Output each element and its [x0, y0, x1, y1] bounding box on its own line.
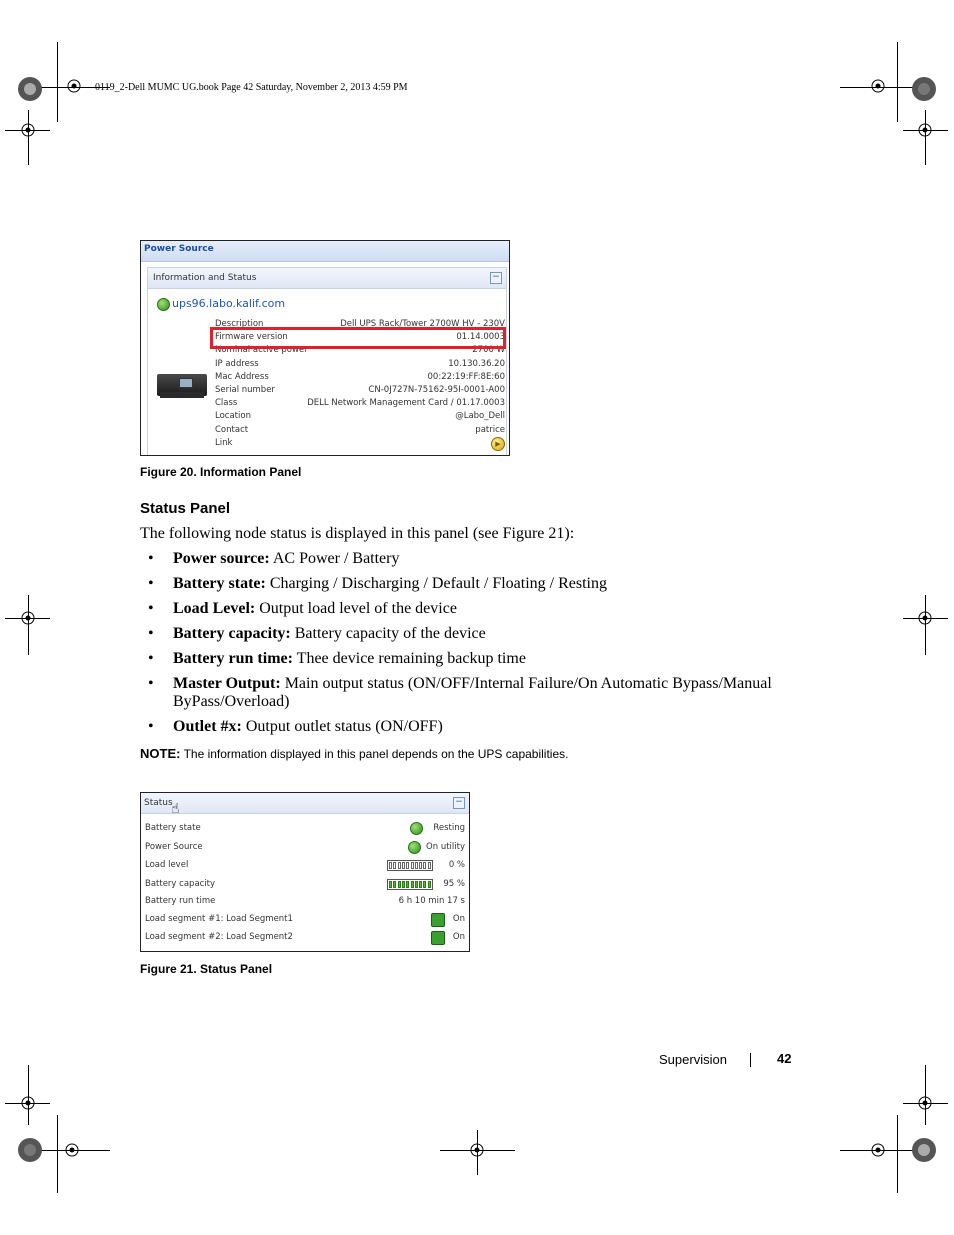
- status-label: Battery state: [145, 823, 201, 833]
- level-segment: [423, 862, 426, 869]
- status-value: 95 %: [443, 879, 465, 889]
- info-row: [215, 425, 505, 438]
- bullet-text: [173, 675, 773, 711]
- link-arrow-icon[interactable]: ▶: [491, 437, 505, 451]
- status-value: 0 %: [448, 860, 465, 870]
- level-segment: [419, 881, 422, 888]
- status-label: Battery capacity: [145, 879, 216, 889]
- info-value: Dell UPS Rack/Tower 2700W HV - 230V: [340, 319, 505, 329]
- bullet-dot: •: [148, 650, 154, 667]
- bullet-description: Output load level of the device: [255, 600, 457, 617]
- bullet-term: Battery capacity:: [173, 625, 291, 642]
- bullet-description: Charging / Discharging / Default / Floating / Resting: [265, 575, 607, 592]
- bullet-dot: •: [148, 550, 154, 567]
- bullet-description: Battery capacity of the device: [290, 625, 486, 642]
- ok-status-icon: [157, 298, 170, 311]
- ok-icon: [410, 822, 423, 835]
- level-segment: [423, 881, 426, 888]
- status-label: Power Source: [145, 842, 203, 852]
- info-label: Nominal active power: [215, 345, 308, 356]
- status-row: [145, 840, 465, 856]
- firmware-highlight-box: [210, 327, 506, 349]
- bullet-dot: •: [148, 625, 154, 642]
- info-label: Mac Address: [215, 371, 269, 382]
- hostname[interactable]: ups96.labo.kalif.com: [172, 297, 286, 310]
- level-bar: [387, 860, 433, 871]
- info-label: IP address: [215, 358, 259, 369]
- ups-device-image: [157, 374, 207, 396]
- hand-cursor-icon: ☝: [171, 801, 180, 817]
- status-row: [145, 894, 465, 910]
- bullet-text: [173, 625, 773, 643]
- bullet-dot: •: [148, 675, 154, 692]
- bullet-text: [173, 550, 773, 568]
- status-label: Battery run time: [145, 896, 216, 906]
- status-label: Load segment #1: Load Segment1: [145, 914, 293, 924]
- level-segment: [428, 862, 431, 869]
- ok-icon: [408, 841, 421, 854]
- info-label: Contact: [215, 424, 249, 435]
- status-header: [141, 793, 469, 814]
- note-text: The information displayed in this panel depends on the UPS capabilities.: [180, 747, 569, 761]
- bullet-text: [173, 650, 773, 668]
- status-row: [145, 912, 465, 928]
- bullet-text: [173, 600, 773, 618]
- information-status-header: [148, 268, 506, 289]
- information-panel-screenshot: [140, 240, 510, 456]
- bullet-dot: •: [148, 600, 154, 617]
- info-value: 01.14.0003: [456, 332, 505, 343]
- status-title: Status: [144, 798, 173, 808]
- level-segment: [398, 862, 401, 869]
- info-value: 00:22:19:FF:8E:60: [427, 371, 505, 382]
- section-intro: The following node status is displayed in this panel (see Figure 21):: [140, 525, 575, 542]
- info-label: Serial number: [215, 385, 275, 395]
- bullet-term: Battery run time:: [173, 650, 293, 667]
- status-label: Load level: [145, 860, 189, 870]
- bullet-description: AC Power / Battery: [269, 550, 400, 567]
- status-row: [145, 930, 465, 946]
- info-row: [215, 359, 505, 372]
- info-row: [215, 438, 505, 451]
- level-segment: [419, 862, 422, 869]
- info-label: Class: [215, 398, 238, 409]
- bullet-term: Outlet #x:: [173, 718, 242, 735]
- level-segment: [411, 862, 414, 869]
- level-segment: [415, 881, 418, 888]
- info-row: [215, 372, 505, 385]
- info-value: 10.130.36.20: [448, 358, 505, 369]
- section-heading: Status Panel: [140, 500, 231, 517]
- note-label: NOTE:: [140, 746, 181, 761]
- level-segment: [398, 881, 401, 888]
- power-source-title: Power Source: [141, 241, 509, 262]
- status-panel-screenshot: [140, 792, 470, 952]
- footer-divider: [750, 1053, 751, 1067]
- info-row: [215, 385, 505, 398]
- outlet-icon: [431, 913, 445, 927]
- figure20-caption: Figure 20. Information Panel: [140, 465, 302, 479]
- info-row: [215, 411, 505, 424]
- info-value: CN-0J727N-75162-95I-0001-A00: [368, 385, 505, 395]
- info-row: [215, 398, 505, 411]
- status-row: [145, 821, 465, 837]
- collapse-button[interactable]: −: [490, 272, 502, 284]
- bullet-text: [173, 575, 773, 593]
- bullet-description: Output outlet status (ON/OFF): [241, 718, 443, 735]
- bullet-dot: •: [148, 575, 154, 592]
- info-label: Link: [215, 437, 233, 448]
- info-value: 2700 W: [472, 345, 505, 356]
- bullet-dot: •: [148, 718, 154, 735]
- bullet-term: Load Level:: [173, 600, 256, 617]
- info-value: DELL Network Management Card / 01.17.0003: [307, 398, 505, 409]
- status-value: Resting: [433, 823, 465, 833]
- outlet-icon: [431, 931, 445, 945]
- status-row: [145, 877, 465, 893]
- info-value: @Labo_Dell: [455, 411, 505, 422]
- level-segment: [402, 881, 405, 888]
- bullet-term: Master Output:: [173, 675, 281, 692]
- bullet-term: Battery state:: [173, 575, 266, 592]
- note: [140, 746, 568, 761]
- information-status-title: Information and Status: [153, 273, 257, 283]
- page-number: 42: [777, 1051, 792, 1066]
- info-value: patrice: [475, 424, 505, 435]
- status-value: On: [452, 932, 465, 942]
- level-segment: [415, 862, 418, 869]
- figure21-caption: Figure 21. Status Panel: [140, 962, 273, 976]
- info-label: Location: [215, 411, 251, 422]
- collapse-button[interactable]: −: [453, 797, 465, 809]
- footer-section: Supervision: [659, 1052, 727, 1067]
- level-segment: [393, 881, 396, 888]
- level-segment: [389, 881, 392, 888]
- level-segment: [411, 881, 414, 888]
- level-segment: [406, 881, 409, 888]
- status-row: [145, 858, 465, 874]
- status-value: On utility: [426, 842, 465, 852]
- bullet-text: [173, 718, 773, 736]
- level-segment: [406, 862, 409, 869]
- level-segment: [402, 862, 405, 869]
- info-label: Description: [215, 319, 264, 329]
- bullet-description: Thee device remaining backup time: [292, 650, 526, 667]
- level-segment: [393, 862, 396, 869]
- status-value: 6 h 10 min 17 s: [398, 896, 465, 906]
- level-segment: [428, 881, 431, 888]
- status-label: Load segment #2: Load Segment2: [145, 932, 293, 942]
- level-segment: [389, 862, 392, 869]
- level-bar: [387, 879, 433, 890]
- bullet-description: Main output status (ON/OFF/Internal Failure/On Automatic Bypass/Manual ByPass/Overload): [173, 675, 772, 710]
- bullet-term: Power source:: [173, 550, 270, 567]
- print-header: 0119_2-Dell MUMC UG.book Page 42 Saturday, November 2, 2013 4:59 PM: [95, 82, 408, 93]
- status-value: On: [452, 914, 465, 924]
- info-label: Firmware version: [215, 332, 288, 343]
